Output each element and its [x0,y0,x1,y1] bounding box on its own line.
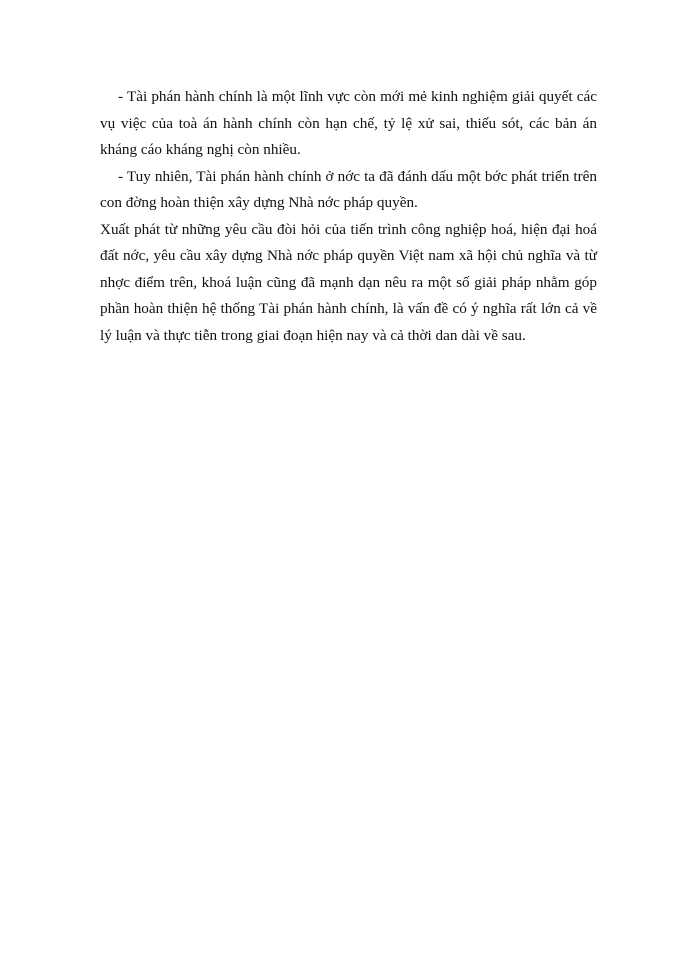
paragraph-conclusion: Xuất phát từ những yêu cầu đòi hỏi của tiến trình công nghiệp hoá, hiện đại hoá đất nớc, yêu cầu xây dựng Nhà nớc pháp quyền Việt nam xã hội chủ nghĩa và từ nhợc điểm trên, khoá luận cũng đã mạnh dạn nêu ra một số giải pháp nhằm góp phần hoàn thiện hệ thống Tài phán hành chính, là vấn đề có ý nghĩa rất lớn cả về lý luận và thực tiễn trong giai đoạn hiện nay và cả thời dan dài về sau. [100,220,597,344]
document-body [100,84,597,349]
paragraph-progress: - Tuy nhiên, Tài phán hành chính ở nớc ta đã đánh dấu một bớc phát triển trên con đờng hoàn thiện xây dựng Nhà nớc pháp quyền. [100,167,597,211]
paragraph-limitations: - Tài phán hành chính là một lĩnh vực còn mới mẻ kinh nghiệm giải quyết các vụ việc của toà án hành chính còn hạn chế, tỷ lệ xử sai, thiếu sót, các bản án kháng cáo kháng nghị còn nhiều. [100,88,597,158]
